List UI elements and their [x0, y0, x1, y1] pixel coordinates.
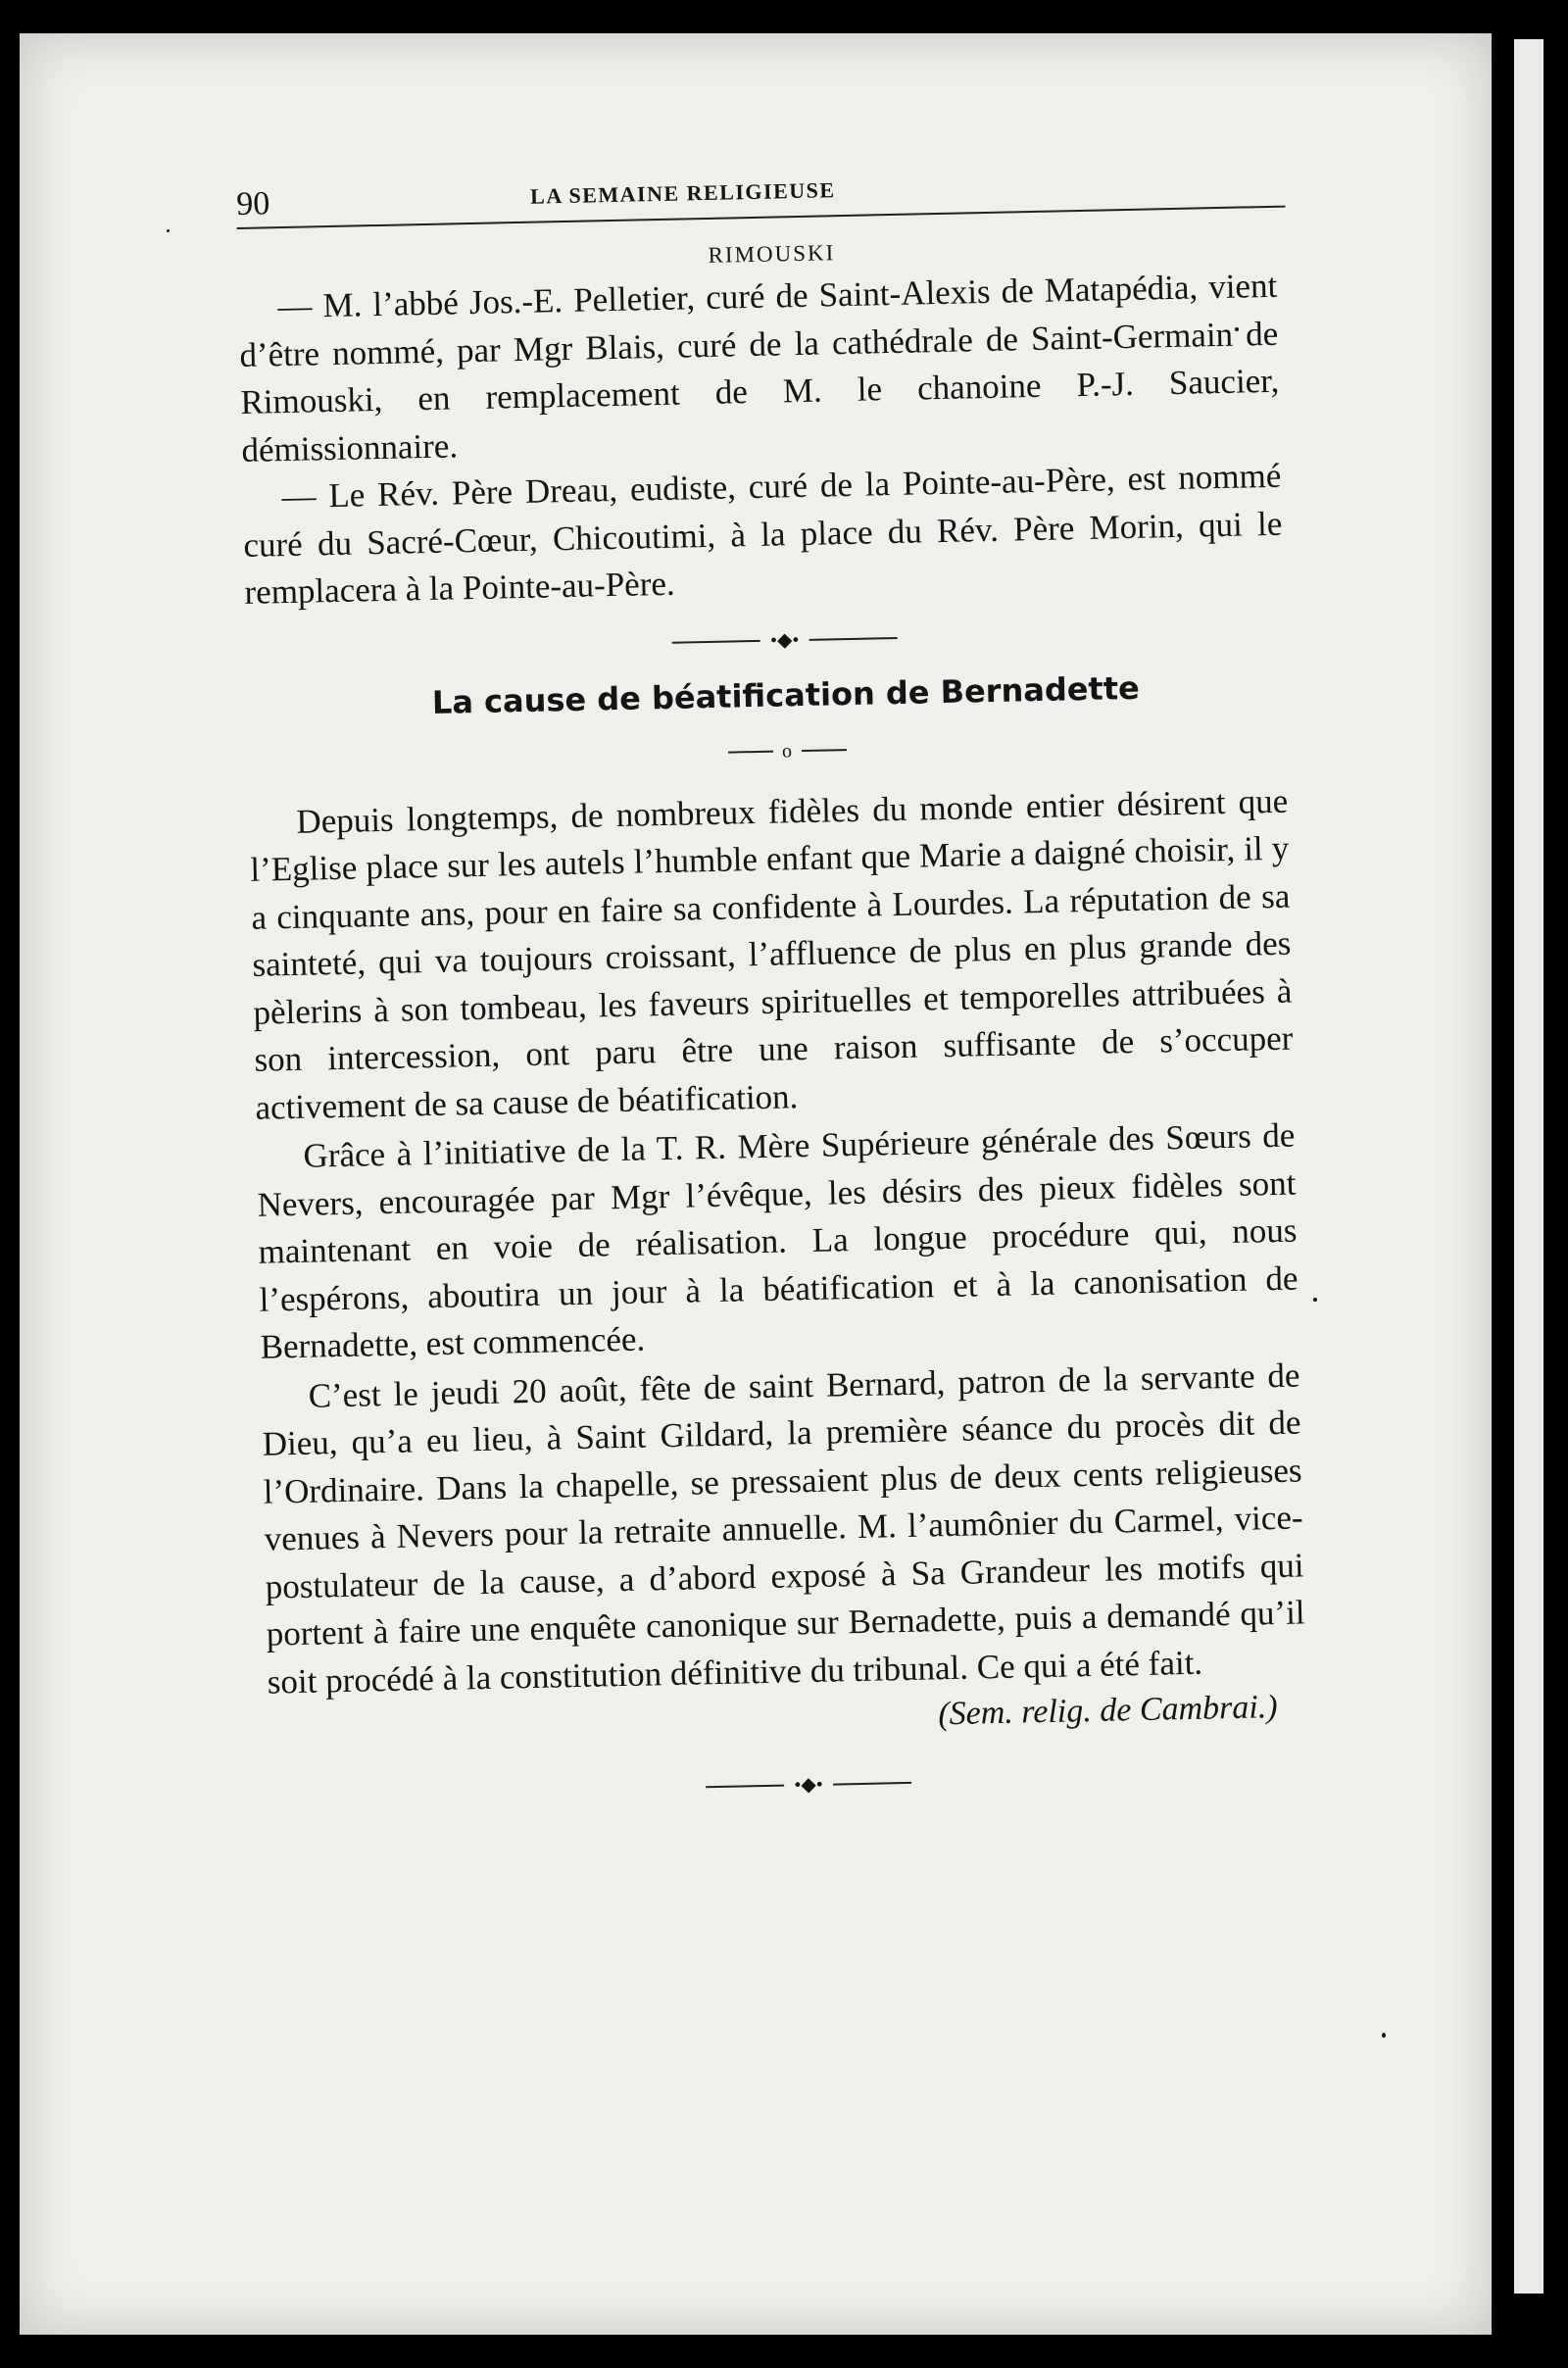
scan-speck [167, 229, 170, 232]
scan-speck [1382, 2033, 1386, 2038]
title-separator [248, 726, 1287, 774]
page-number: 90 [235, 185, 270, 222]
article-body [249, 778, 1306, 1706]
section-divider [246, 617, 1285, 662]
header-rule [237, 206, 1286, 229]
divider-line-left [672, 640, 760, 644]
scan-speck [1313, 1298, 1317, 1302]
divider-line-right [833, 1782, 911, 1786]
article-paragraph: C’est le jeudi 20 août, fête de saint Bernard, patron de la servante de Dieu, qu’a eu lieu, à Saint Gildard, la première séance du procès dit de l’Ordinaire. Dans la chapelle, se pressaient plus de deux cents religieuses venues à Nevers pour la retraite annuelle. M. l’aumônier du Carmel, vice-postulateur de la cause, a d’abord exposé à Sa Grandeur les motifs qui portent à faire une enquête canonique sur Bernadette, puis a demandé qu’il soit procédé à la constitution définitive du tribunal. Ce qui a été fait. [262, 1356, 1305, 1702]
article-paragraph: Depuis longtemps, de nombreux fidèles du monde entier désirent que l’Eglise place sur les autels l’humble enfant que Marie a daigné choisir, il y a cinquante ans, pour en faire sa confidente à Lourdes. La réputation de sa sainteté, qui va toujours croissant, l’affluence de plus en plus grande des pèlerins à son tombeau, les faveurs spirituelles et temporelles attribuées à son intercession, ont paru être une raison suffisante de s’occuper activement de sa cause de béatification. [250, 781, 1294, 1127]
separator-line-right [802, 750, 847, 753]
divider-line-right [808, 637, 897, 641]
separator-mark: o [781, 740, 793, 763]
separator-line-left [728, 751, 773, 754]
article-title: La cause de béatification de Bernadette [431, 668, 1141, 721]
news-section [238, 263, 1284, 617]
divider-line-left [706, 1785, 784, 1789]
adjacent-page-edge [1514, 39, 1544, 2294]
divider-ornament: •◆• [769, 629, 800, 652]
divider-ornament: •◆• [794, 1773, 824, 1797]
article-paragraph: Grâce à l’initiative de la T. R. Mère Supérieure générale des Sœurs de Nevers, encouragée par Mgr l’évêque, les désirs des pieux fidèles sont maintenant en voie de réalisation. La longue procédure qui, nous l’espérons, aboutira un jour à la béatification et à la canonisation de Bernadette, est commencée. [257, 1116, 1298, 1367]
diocese-heading: RIMOUSKI [708, 240, 836, 268]
article-source: (Sem. relig. de Cambrai.) [938, 1689, 1278, 1733]
page-content [235, 125, 1308, 1806]
running-head: LA SEMAINE RELIGIEUSE [529, 177, 836, 209]
news-item: — Le Rév. Père Dreau, eudiste, curé de la Pointe-au-Père, est nommé curé du Sacré-Cœur, Chicoutimi, à la place du Rév. Père Morin, qui le remplacera à la Pointe-au-Père. [243, 456, 1283, 612]
news-item: — M. l’abbé Jos.-E. Pelletier, curé de Saint-Alexis de Matapédia, vient d’être nommé, par Mgr Blais, curé de la cathédrale de Saint-Germain de Rimouski, en remplacement de M. le chanoine P.-J. Saucier, démissionnaire. [239, 266, 1280, 469]
